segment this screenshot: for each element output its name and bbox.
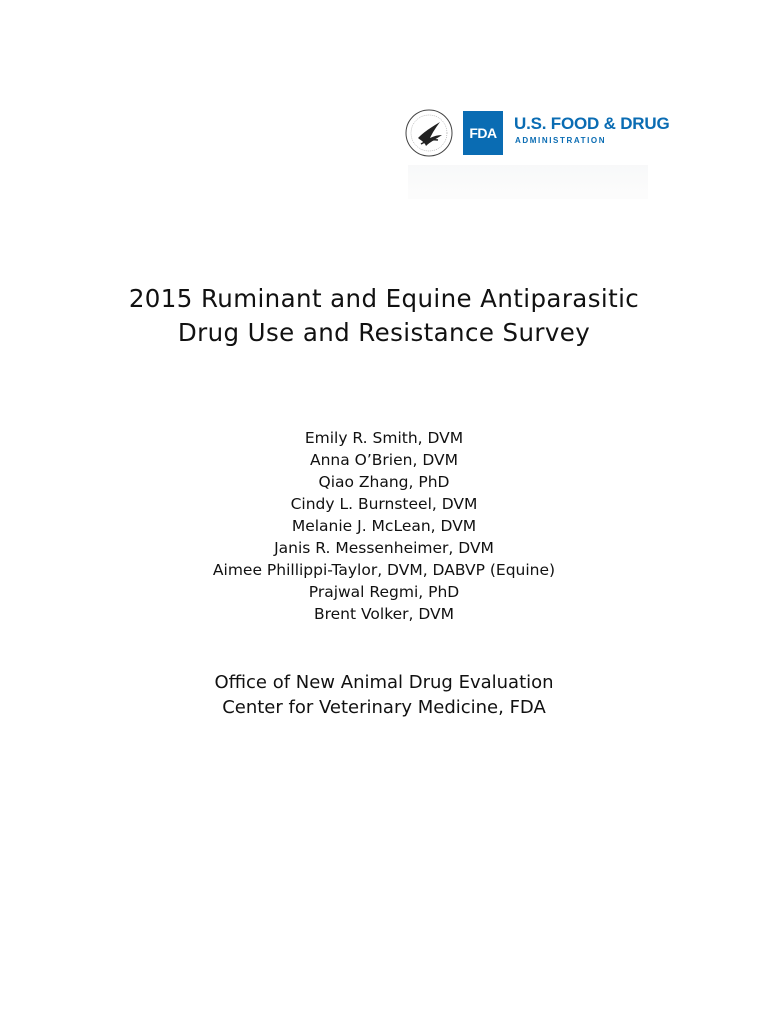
office-affiliation xyxy=(0,670,768,720)
title-line-1: 2015 Ruminant and Equine Antiparasitic xyxy=(128,284,640,313)
author-name: Brent Volker, DVM xyxy=(313,605,455,623)
fda-logo xyxy=(404,108,670,158)
author-name: Prajwal Regmi, PhD xyxy=(308,583,460,601)
hhs-eagle-seal-icon xyxy=(404,108,454,158)
document-title xyxy=(0,282,768,350)
author-name: Emily R. Smith, DVM xyxy=(304,429,464,447)
author-name: Melanie J. McLean, DVM xyxy=(291,517,477,535)
agency-subtitle: ADMINISTRATION xyxy=(515,136,607,145)
agency-name: U.S. FOOD & DRUG xyxy=(514,114,670,133)
author-list xyxy=(0,427,768,625)
author-name: Anna O’Brien, DVM xyxy=(310,451,458,469)
title-line-2: Drug Use and Resistance Survey xyxy=(177,318,591,347)
logo-reflection xyxy=(408,165,648,199)
author-name: Aimee Phillippi-Taylor, DVM, DABVP (Equine) xyxy=(212,561,556,579)
office-line-2: Center for Veterinary Medicine, FDA xyxy=(222,697,546,718)
office-line-1: Office of New Animal Drug Evaluation xyxy=(214,672,554,693)
author-name: Janis R. Messenheimer, DVM xyxy=(274,539,494,557)
author-name: Qiao Zhang, PhD xyxy=(318,473,450,491)
fda-mark: FDA xyxy=(463,111,503,155)
author-name: Cindy L. Burnsteel, DVM xyxy=(290,495,478,513)
